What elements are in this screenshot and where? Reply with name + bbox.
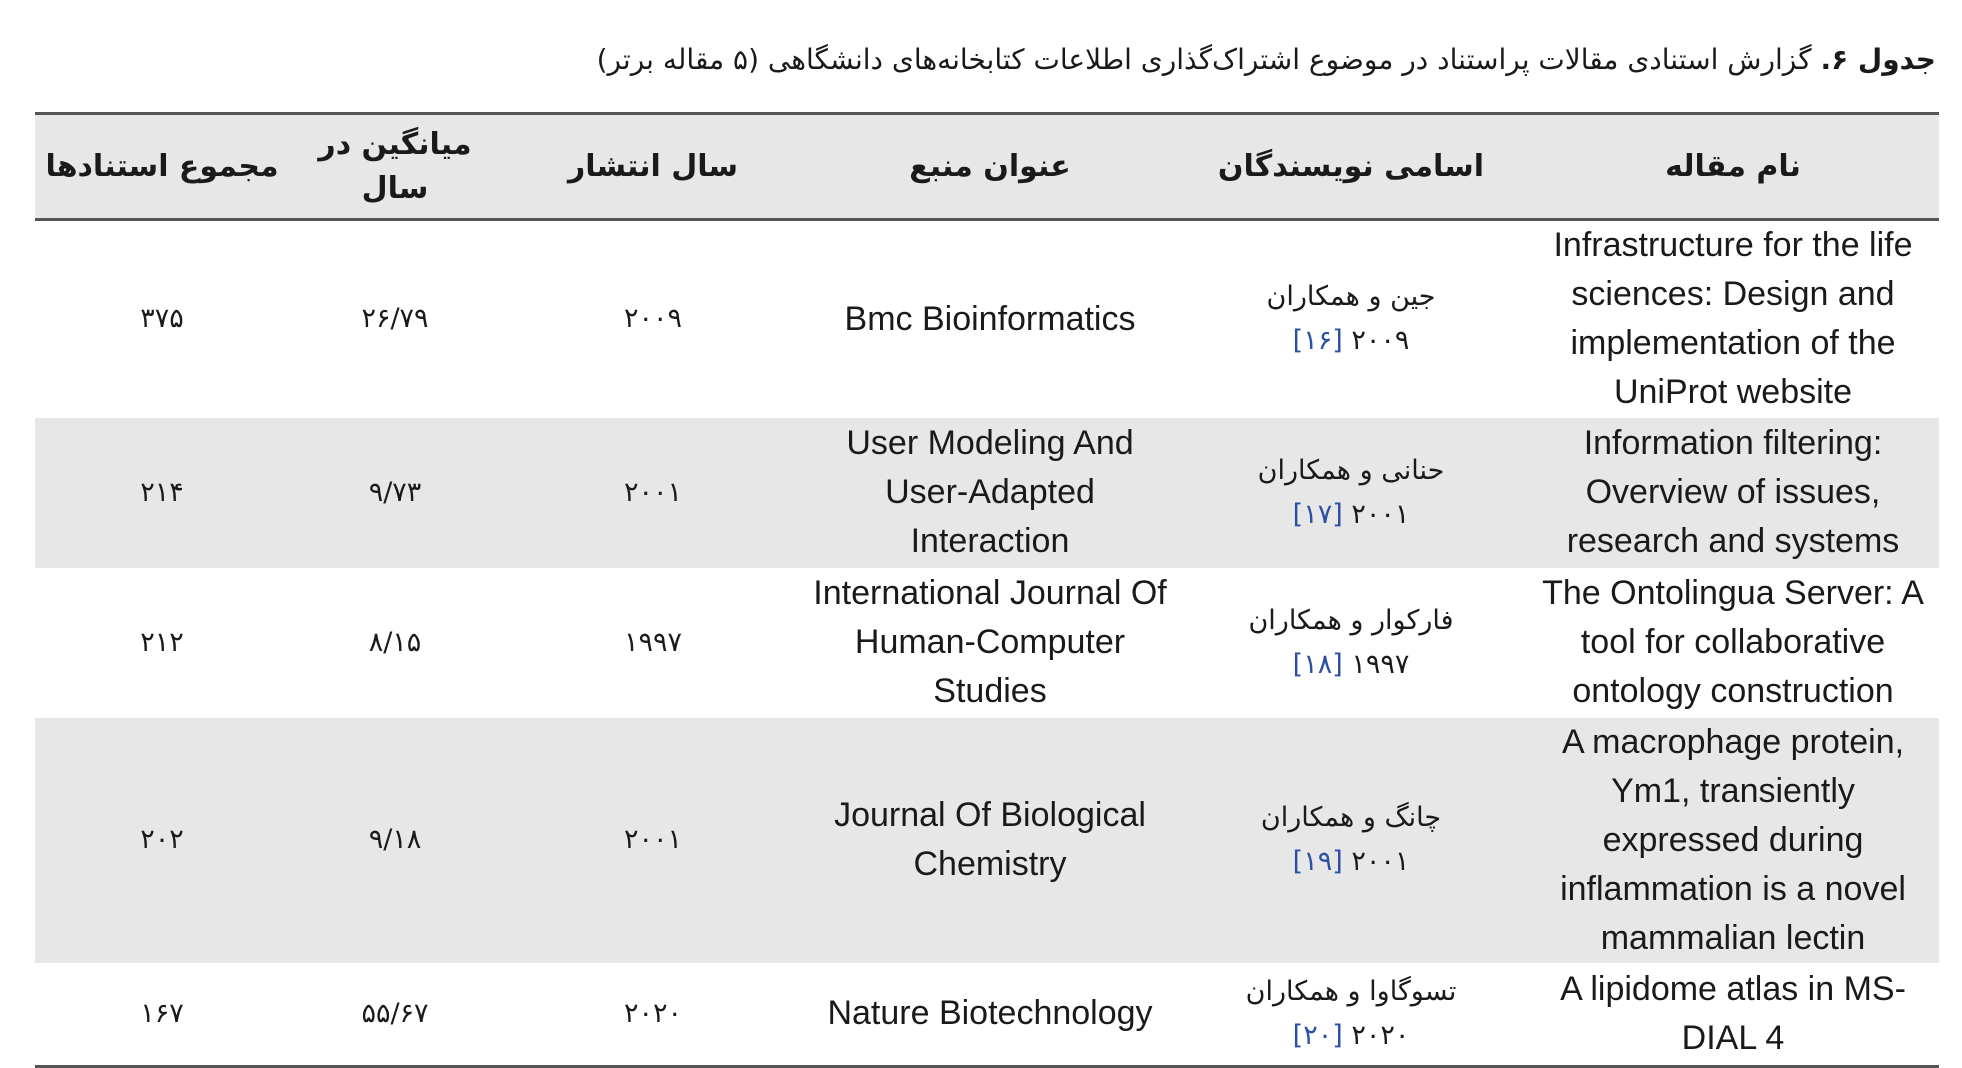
author-citation: [1181, 840, 1521, 884]
author-year: ۱۹۹۷: [1351, 648, 1410, 680]
table-caption-label: جدول ۶.: [1820, 43, 1936, 76]
reference-number: [۱۸]: [1292, 648, 1343, 680]
table-row: [35, 220, 1939, 418]
authors-cell: [1175, 718, 1527, 963]
source-title: Bmc Bioinformatics: [844, 299, 1136, 338]
authors-cell: [1175, 220, 1527, 418]
source-title: International Journal Of Human-Computer Studies: [813, 574, 1167, 710]
author-name: فارکوار و همکاران: [1248, 604, 1454, 636]
author-year: ۲۰۲۰: [1351, 1019, 1410, 1051]
header-total-citations: مجموع استنادها: [35, 114, 289, 220]
authors-cell: [1175, 418, 1527, 568]
table-row: [35, 418, 1939, 568]
table-row: [35, 718, 1939, 963]
reference-number: [۱۹]: [1292, 846, 1343, 877]
article-title: A macrophage protein, Ym1, transiently expressed during inflammation is a novel mammalian lectin: [1560, 722, 1906, 957]
authors-cell: [1175, 963, 1527, 1067]
avg-per-year: ۵۵/۶۷: [289, 963, 501, 1067]
header-year: سال انتشار: [501, 114, 805, 220]
author-year: ۲۰۰۱: [1351, 498, 1410, 530]
author-citation: [1181, 1014, 1521, 1058]
author-name: تسوگاوا و همکاران: [1245, 975, 1457, 1007]
reference-number: [۱۷]: [1292, 498, 1343, 530]
reference-number: [۱۶]: [1292, 325, 1343, 357]
avg-per-year: ۸/۱۵: [368, 626, 422, 658]
author-citation: [1181, 319, 1521, 363]
source-title: Journal Of Biological Chemistry: [834, 796, 1146, 883]
author-citation: [1181, 643, 1521, 687]
total-citations: ۲۰۲: [140, 824, 184, 855]
article-title: Information filtering: Overview of issues, research and systems: [1566, 424, 1900, 560]
total-citations: ۱۶۷: [35, 963, 289, 1067]
avg-per-year: ۹/۱۸: [368, 824, 422, 855]
header-source: عنوان منبع: [805, 114, 1175, 220]
table-header: [35, 114, 1939, 220]
author-year: ۲۰۰۱: [1351, 846, 1410, 877]
avg-per-year: ۹/۷۳: [368, 476, 422, 508]
publication-year: ۲۰۰۹: [623, 303, 682, 335]
citation-report-table: [35, 112, 1939, 1068]
author-name: چانگ و همکاران: [1260, 802, 1442, 833]
article-title: The Ontolingua Server: A tool for collaborative ontology construction: [1542, 574, 1924, 710]
total-citations: ۲۱۲: [140, 626, 184, 658]
source-title: User Modeling And User-Adapted Interaction: [846, 424, 1134, 560]
table-caption: [36, 30, 1936, 90]
authors-cell: [1175, 568, 1527, 718]
publication-year: ۲۰۲۰: [501, 963, 805, 1067]
table-caption-text: گزارش استنادی مقالات پراستناد در موضوع اشتراک‌گذاری اطلاعات کتابخانه‌های دانشگاهی (۵ مقاله برتر): [596, 43, 1812, 76]
publication-year: ۲۰۰۱: [623, 476, 682, 508]
author-name: جین و همکاران: [1266, 281, 1436, 313]
header-title: نام مقاله: [1527, 114, 1939, 220]
total-citations: ۳۷۵: [140, 303, 184, 335]
author-citation: [1181, 493, 1521, 537]
reference-number: [۲۰]: [1292, 1019, 1343, 1051]
table-row: [35, 568, 1939, 718]
header-row: [35, 114, 1939, 220]
header-authors: اسامی نویسندگان: [1175, 114, 1527, 220]
author-name: حنانی و همکاران: [1257, 454, 1445, 486]
table-row: [35, 963, 1939, 1067]
source-title: Nature Biotechnology: [805, 963, 1175, 1067]
table-body: [35, 220, 1939, 1067]
header-avg-per-year: میانگین در سال: [289, 114, 501, 220]
author-year: ۲۰۰۹: [1351, 325, 1410, 357]
article-title: Infrastructure for the life sciences: Design and implementation of the UniProt website: [1553, 226, 1913, 412]
publication-year: ۲۰۰۱: [623, 824, 682, 855]
publication-year: ۱۹۹۷: [623, 626, 682, 658]
total-citations: ۲۱۴: [140, 476, 184, 508]
avg-per-year: ۲۶/۷۹: [361, 303, 429, 335]
article-title: A lipidome atlas in MS-DIAL 4: [1527, 963, 1939, 1067]
